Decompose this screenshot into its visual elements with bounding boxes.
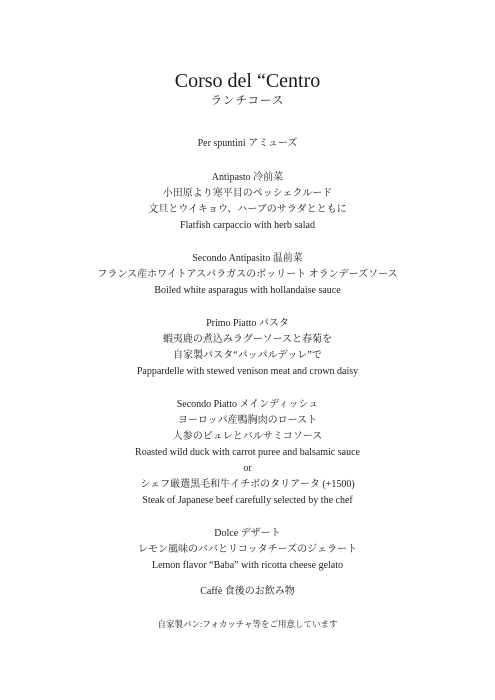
bread-note: 自家製パン:フォカッチャ等をご用意しています bbox=[157, 619, 338, 629]
secondo-antipasto-english: Boiled white asparagus with hollandaise sauce bbox=[154, 285, 341, 296]
amuse-heading: Per spuntini アミューズ bbox=[197, 138, 298, 149]
primo-description-1: 蝦夷鹿の煮込みラグーソースと春菊を bbox=[162, 334, 333, 345]
antipasto-heading: Antipasto 冷前菜 bbox=[211, 172, 284, 183]
antipasto-description-1: 小田原より寒平目のペッシェクルード bbox=[162, 188, 333, 199]
secondo-description-2: 人参のピュレとバルサミコソース bbox=[172, 431, 323, 442]
dolce-heading: Dolce デザート bbox=[214, 528, 281, 539]
secondo-description-1: ヨーロッパ産鴨胸肉のロースト bbox=[177, 415, 318, 426]
secondo-english-1: Roasted wild duck with carrot puree and balsamic sauce bbox=[135, 447, 360, 458]
dolce-description: レモン風味のババとリコッタチーズのジェラート bbox=[138, 544, 357, 555]
secondo-heading: Secondo Piatto メインディッシュ bbox=[176, 399, 319, 410]
caffe-heading: Caffè 食後のお飲み物 bbox=[200, 586, 295, 597]
secondo-english-2: Steak of Japanese beef carefully selected by the chef bbox=[142, 495, 353, 506]
antipasto-description-2: 文旦とウイキョウ、ハーブのサラダとともに bbox=[148, 204, 347, 215]
primo-english: Pappardelle with stewed venison meat and crown daisy bbox=[136, 366, 359, 377]
menu-subtitle: ランチコース bbox=[210, 95, 285, 107]
antipasto-english: Flatfish carpaccio with herb salad bbox=[180, 220, 315, 231]
dolce-english: Lemon flavor “Baba” with ricotta cheese gelato bbox=[151, 560, 344, 571]
secondo-description-3: シェフ厳選黒毛和牛イチボのタリアータ (+1500) bbox=[140, 479, 355, 490]
primo-description-2: 自家製パスタ“パッパルデッレ”で bbox=[173, 350, 322, 361]
secondo-or: or bbox=[243, 463, 252, 474]
secondo-antipasto-description: フランス産ホワイトアスパラガスのボッリート オランデーズソース bbox=[97, 269, 398, 280]
primo-heading: Primo Piatto パスタ bbox=[206, 318, 289, 329]
menu-title: Corso del “Centro bbox=[174, 70, 321, 92]
secondo-antipasto-heading: Secondo Antipasito 温前菜 bbox=[192, 253, 303, 264]
